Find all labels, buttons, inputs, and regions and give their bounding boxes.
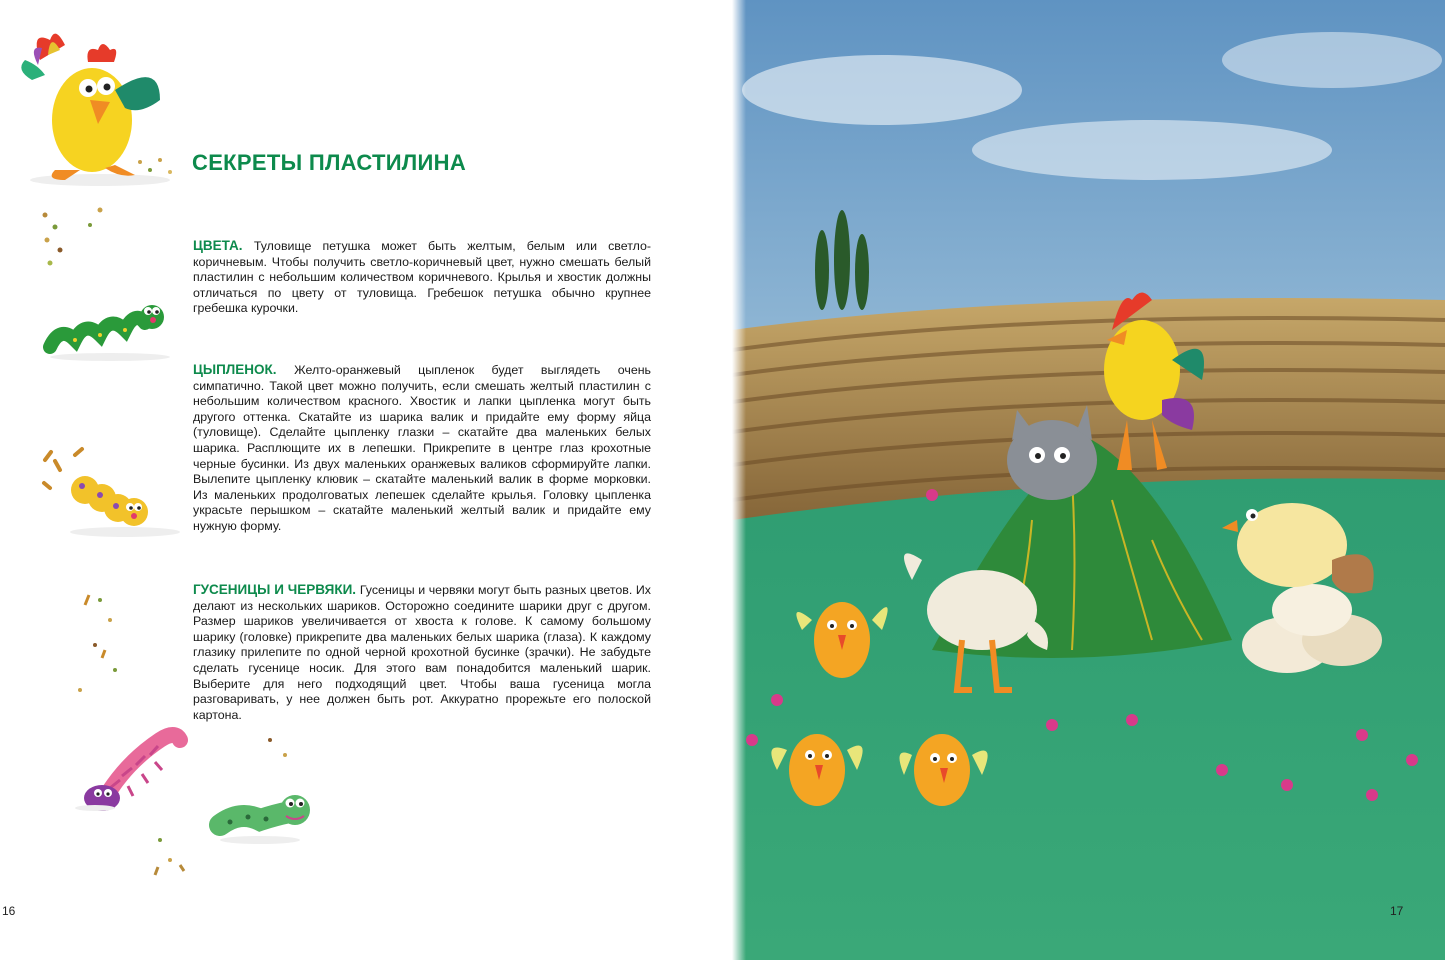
section-heading: ЦЫПЛЕНОК. [193,362,295,377]
section-colors [193,238,651,317]
section-heading: ЦВЕТА. [193,238,254,253]
section-body: Желто-оранжевый цыпленок будет выглядеть очень симпатично. Такой цвет можно получить, если смешать желтый пластилин с небольшим количеством красного. Хвостик и лапки цыпленка могут быть другого оттенка. Скатайте из шарика валик и придайте ему форму яйца (туловище). Сделайте цыпленку глазки – скатайте два маленьких белых шарика. Расплющите их в лепешки. Прикрепите в центре глаз крохотные черные бусинки. Из двух маленьких оранжевых валиков сформируйте лапки. Вылепите цыпленку клювик – скатайте маленький валик в форме морковки. Из маленьких продолговатых лепешек сделайте крылья. Головку цыпленка украсьте перышком – скатайте маленький желтый валик и придайте ему нужную форму. [193,363,652,533]
section-body: Туловище петушка может быть желтым, белым или светло-коричневым. Чтобы получить светло-коричневый цвет, нужно смешать белый пластилин с небольшим количеством коричневого. Крылья и хвостик должны отличаться по цвету от туловища. Гребешок петушка обычно крупнее гребешка курочки. [193,239,651,316]
section-heading: ГУСЕНИЦЫ И ЧЕРВЯКИ. [193,582,360,597]
section-caterpillars [193,582,651,723]
section-body: Гусеницы и червяки могут быть разных цветов. Их делают из нескольких шариков. Осторожно соедините шарики друг с другом. Размер шариков увеличивается от хвоста к голове. К самому большому шарику (головке) прикрепите два маленьких белых шарика (глаза). К каждому глазику прилепите по одной черной крохотной бусинке (зрачки). Не забудьте сделать гусенице носик. Для этого вам понадобится маленький шарик. Выберите для него подходящий цвет. Чтобы ваша гусеница могла разговаривать, у нее должен быть рот. Аккуратно прорежьте его полоской картона. [193,583,651,722]
seeds-decoration [35,205,115,275]
page-number-right: 17 [1390,904,1404,918]
plasticine-rooster-image [10,20,190,190]
page-number-left: 16 [2,904,16,918]
farm-scene-illustration [732,0,1445,960]
page-title: СЕКРЕТЫ ПЛАСТИЛИНА [192,150,467,175]
section-chick [193,362,651,535]
yellow-caterpillar-image [30,440,190,550]
green-caterpillar-image [40,295,180,365]
